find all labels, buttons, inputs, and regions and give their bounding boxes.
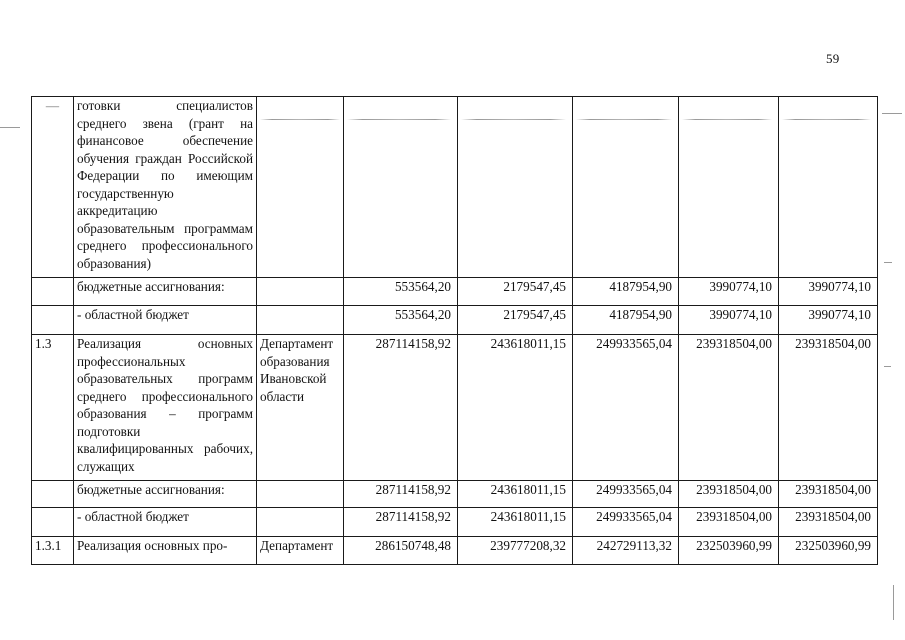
row-description: Реализация основных профессиональных образовательных программ среднего профессионального образования – программ подготовки квалифицированных рабочих, служащих: [74, 335, 257, 481]
value-cell: 232503960,99: [779, 537, 878, 565]
value-cell: 239318504,00: [779, 481, 878, 508]
row-index: 1.3.1: [32, 537, 74, 565]
table-row: [32, 537, 878, 565]
value-cell: 286150748,48: [344, 537, 458, 565]
value-cell: 287114158,92: [344, 481, 458, 508]
scan-artifact: [576, 119, 672, 120]
table-row: [32, 306, 878, 335]
row-index: [32, 481, 74, 508]
row-description: бюджетные ассигнования:: [74, 481, 257, 508]
scan-artifact: [0, 127, 20, 128]
row-department: Департамент: [257, 537, 344, 565]
value-cell: 239318504,00: [679, 335, 779, 481]
value-cell: 249933565,04: [573, 335, 679, 481]
value-cell: 4187954,90: [573, 278, 679, 306]
value-cell: 4187954,90: [573, 306, 679, 335]
table-row: [32, 481, 878, 508]
row-department: [257, 508, 344, 537]
value-cell: 553564,20: [344, 278, 458, 306]
row-index: 1.3: [32, 335, 74, 481]
value-cell: 239318504,00: [679, 481, 779, 508]
scan-artifact: [893, 585, 894, 620]
value-cell: 239777208,32: [458, 537, 573, 565]
value-cell: [573, 97, 679, 278]
value-cell: 243618011,15: [458, 335, 573, 481]
value-cell: [458, 97, 573, 278]
row-description: готовки специалистов среднего звена (грант на финансовое обеспечение обучения граждан Российской Федерации по имеющим государственную аккредитацию образовательным программам среднего профессионального образования): [74, 97, 257, 278]
table-row: [32, 278, 878, 306]
row-description: - областной бюджет: [74, 508, 257, 537]
value-cell: [344, 97, 458, 278]
row-description: Реализация основных про-: [74, 537, 257, 565]
value-cell: [779, 97, 878, 278]
row-department: [257, 97, 344, 278]
table-row: [32, 508, 878, 537]
value-cell: 242729113,32: [573, 537, 679, 565]
scan-artifact: [260, 119, 340, 120]
value-cell: 3990774,10: [779, 278, 878, 306]
value-cell: 239318504,00: [779, 335, 878, 481]
table-row: [32, 335, 878, 481]
value-cell: 3990774,10: [679, 278, 779, 306]
value-cell: 239318504,00: [779, 508, 878, 537]
scan-artifact: [682, 119, 772, 120]
scan-artifact: [782, 119, 871, 120]
row-department: [257, 278, 344, 306]
row-index: [32, 306, 74, 335]
budget-table: [31, 96, 878, 565]
value-cell: 287114158,92: [344, 335, 458, 481]
value-cell: 2179547,45: [458, 306, 573, 335]
row-index: —: [32, 97, 74, 278]
row-description: бюджетные ассигнования:: [74, 278, 257, 306]
scan-artifact: [882, 113, 902, 114]
row-description: - областной бюджет: [74, 306, 257, 335]
value-cell: 243618011,15: [458, 508, 573, 537]
value-cell: 3990774,10: [779, 306, 878, 335]
scan-artifact: [347, 119, 451, 120]
table-row: [32, 97, 878, 278]
value-cell: 249933565,04: [573, 481, 679, 508]
row-department: [257, 481, 344, 508]
value-cell: 243618011,15: [458, 481, 573, 508]
row-index: [32, 508, 74, 537]
scan-artifact: [884, 262, 892, 263]
value-cell: 3990774,10: [679, 306, 779, 335]
value-cell: 553564,20: [344, 306, 458, 335]
value-cell: 232503960,99: [679, 537, 779, 565]
value-cell: 239318504,00: [679, 508, 779, 537]
row-index: [32, 278, 74, 306]
scan-artifact: [884, 366, 891, 367]
value-cell: 2179547,45: [458, 278, 573, 306]
row-department: Департамент образования Ивановской области: [257, 335, 344, 481]
scan-artifact: [461, 119, 566, 120]
value-cell: [679, 97, 779, 278]
value-cell: 287114158,92: [344, 508, 458, 537]
value-cell: 249933565,04: [573, 508, 679, 537]
row-department: [257, 306, 344, 335]
page-number: 59: [826, 51, 840, 66]
